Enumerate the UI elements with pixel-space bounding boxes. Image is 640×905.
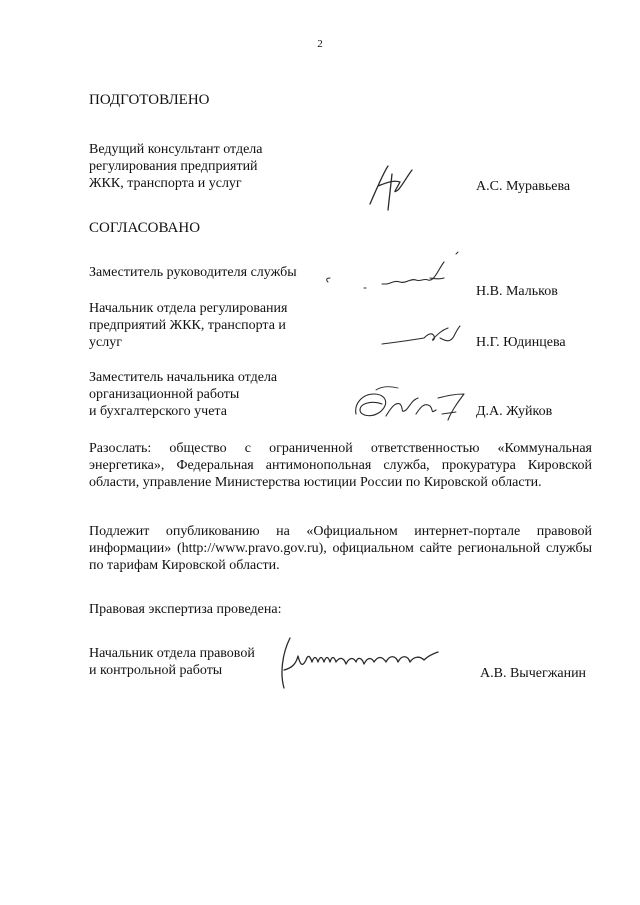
legal-review-position bbox=[89, 645, 255, 679]
agreed-heading: СОГЛАСОВАНО bbox=[89, 220, 201, 236]
signer-position-2 bbox=[89, 300, 287, 351]
prepared-position bbox=[89, 141, 263, 192]
position-line: регулирования предприятий bbox=[89, 159, 258, 174]
position-line: и бухгалтерского учета bbox=[89, 404, 227, 419]
signer-name-2: Н.Г. Юдинцева bbox=[476, 335, 566, 350]
position-line: организационной работы bbox=[89, 387, 240, 402]
position-line: Начальник отдела правовой bbox=[89, 646, 255, 661]
legal-review-text: Правовая экспертиза проведена: bbox=[89, 602, 282, 617]
position-line: Заместитель начальника отдела bbox=[89, 370, 278, 385]
position-line: услуг bbox=[89, 335, 122, 350]
signature-malkov bbox=[320, 248, 470, 294]
prepared-name: А.С. Муравьева bbox=[476, 179, 571, 194]
page-number: 2 bbox=[317, 38, 323, 50]
position-line: предприятий ЖКК, транспорта и bbox=[89, 318, 286, 333]
signer-name-3: Д.А. Жуйков bbox=[476, 404, 553, 419]
signature-muravyeva bbox=[362, 160, 422, 216]
signature-vychegzhanin bbox=[262, 634, 462, 694]
legal-review-name: А.В. Вычегжанин bbox=[480, 666, 587, 681]
signer-position-3 bbox=[89, 369, 277, 420]
publication-paragraph: Подлежит опубликованию на «Официальном интернет-портале правовой информации» (http://www.pravo.gov.ru), официальном сайте региональной службы по тарифам Кировской области. bbox=[89, 524, 592, 573]
position-line: Заместитель руководителя службы bbox=[89, 265, 297, 280]
prepared-heading: ПОДГОТОВЛЕНО bbox=[89, 92, 210, 108]
position-line: и контрольной работы bbox=[89, 663, 223, 678]
position-line: Начальник отдела регулирования bbox=[89, 301, 288, 316]
signature-yudintseva bbox=[378, 322, 468, 352]
signer-position-1 bbox=[89, 264, 297, 281]
position-line: Ведущий консультант отдела bbox=[89, 142, 263, 157]
distribution-paragraph: Разослать: общество с ограниченной ответственностью «Коммунальная энергетика», Федеральная антимонопольная служба, прокуратура Кировской области, управление Министерства юстиции России по Кировской области. bbox=[89, 441, 592, 490]
signer-name-1: Н.В. Мальков bbox=[476, 284, 558, 299]
signature-zhuikov bbox=[346, 384, 472, 428]
position-line: ЖКК, транспорта и услуг bbox=[89, 176, 242, 191]
